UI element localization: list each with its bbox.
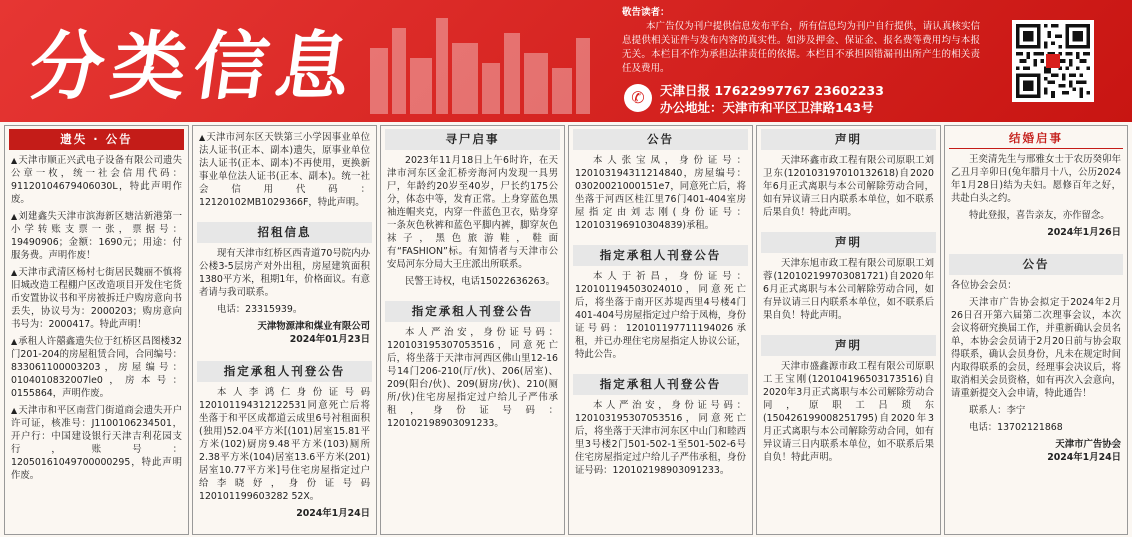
association-notice-body: 天津市广告协会拟定于2024年2月26日召开第六届第二次理事会议，本次会议将研究换届工作，并重新确认会员名单，本协会会员请于2月20日前与协会取得联系，确认会员身份，凡未在规定时间内取得联系的会员，经理事会决议后，将取消相关会员资格，如有再次入会意向，请重新提交入会申请，特此通告！ [951, 297, 1121, 399]
notice-to-readers [622, 6, 980, 76]
school-certificate-notice: ▲ 天津市河东区天铁第三小学因事业单位法人证书(正本、副本)遗失，原事业单位法人证书(正本、副本)不再使用，更换新事业单位法人证书(正本、副本)。统一社会信用代码：12120102MB1029366F，特此声明。 [199, 131, 370, 209]
header-body-search: 寻尸启事 [385, 129, 560, 150]
association-date: 2024年1月24日 [1047, 452, 1121, 463]
marriage-note: 特此登报，喜告亲友，亦作留念。 [969, 210, 1110, 221]
header-designated-lessee: 指定承租人刊登公告 [573, 245, 748, 266]
phone-icon: ✆ [624, 84, 652, 112]
lost-notice-item: ▲ 刘建鑫失天津市滨海新区塘沽新港第一小学转账支票一张，票据号：19490906；金额：1690元；用途：付服务费。声明作废！ [11, 210, 182, 262]
association-contact-person: 联系人：李宁 [969, 405, 1026, 416]
marriage-date: 2024年1月26日 [1047, 227, 1121, 238]
statement-body: 天津市盛鑫源市政工程有限公司原职工王宝刚(120104196503173516)自2020年3月正式离职与本公司解除劳动合同，原职工吕琐东(150426199008251795)自2020年3月正式离职与本公司解除劳动合同，如有异议请三日内联系本单位，如不联系后果自负！特此声明。 [763, 361, 934, 463]
designated-lessee-body: 本人严治安，身份证号码：120103195307053516，同意死亡后，将坐落于天津市河东区中山门和睦西里3号楼2门501-502-1至501-502-6号住宅房屋指定过户给儿子严伟承租，身份证号码：120102198903091233。 [575, 400, 746, 476]
header-statement: 声明 [761, 335, 936, 356]
header-banner [0, 0, 1132, 122]
column-two [192, 125, 377, 535]
header-designated-lessee: 指定承租人刊登公告 [197, 361, 372, 382]
section-title: 分类信息 [24, 24, 365, 110]
column-lost-notices [4, 125, 189, 535]
column-six [944, 125, 1128, 535]
lost-notice-item: ▲ 天津市顺正兴武电子设备有限公司遗失公章一枚，统一社会信用代码：91120104679406030L，特此声明作废。 [11, 154, 182, 206]
qr-code-icon [1012, 20, 1094, 102]
rental-info-signature: 天津物源津和煤业有限公司 [257, 321, 370, 332]
header-statement: 声明 [761, 129, 936, 150]
statement-body: 天津环鑫市政工程有限公司原职工刘卫东(120103197010132618)自2020年6月正式离职与本公司解除劳动合同，如有异议请三日内联系本单位，如不联系后果自负！特此声明。 [763, 155, 934, 218]
header-marriage: 结婚启事 [949, 128, 1123, 149]
contact-phone-line: 天津日报 17622997767 23602233 [660, 83, 884, 98]
lost-notice-item: ▲ 天津市武清区杨村七街居民魏丽不慎将旧城改造工程棚户区改造项目开发住宅货币安置协议书和平房被拆迁户购房意向书丢失，协议号为：2000203；购房意向书号为：2000417。特此声明！ [11, 266, 182, 331]
body-search-text: 2023年11月18日上午6时许，在天津市河东区金汇桥旁海河内发现一具男尸，年龄约20岁至40岁，尸长约175公分，体态中等，发育正常。上身穿蓝色黑袖连帽夹克，内穿一件蓝色卫衣，贴身穿一条灰色秋裤和蓝色平脚内裤，脚穿灰色袜子，黑色旅游鞋，鞋面有“FASHION”标。有知情者与天津市公安局河东分局大王庄派出所联系。 [387, 155, 558, 270]
city-skyline-decoration [360, 8, 610, 114]
designated-lessee-body: 本人严治安，身份证号码：120103195307053516，同意死亡后，将坐落于天津市河西区佛山里12-16号14门206-210(厅/伙)、206(居室)、209(阳台/伙)、209(厨房/伙)、210(厕所/伙)住宅房屋指定过户给儿子严伟承租，身份证号码：120102198903091233。 [387, 327, 558, 429]
section-title-area [24, 8, 365, 114]
notice-title: 敬告读者： [622, 7, 670, 18]
designated-lessee-body: 本人于祈昌，身份证号：120101194503024010，同意死亡后，将坐落于南开区苏堤西里4号楼4门401-404号房屋指定过户给于凤梅，身份证号码：120101197711194026承租，并已办理住宅房屋指定人协议公证，特此公告。 [575, 271, 746, 360]
association-contact-phone: 电话：13702121868 [969, 422, 1063, 433]
body-search-contact: 民警王诗权，电话15022636263。 [405, 276, 555, 287]
column-three [380, 125, 565, 535]
rental-info-phone: 电话：23315939。 [217, 304, 303, 315]
header-designated-lessee: 指定承租人刊登公告 [385, 301, 560, 322]
rental-info-date: 2024年01月23日 [289, 334, 370, 345]
lost-notice-item: ▲ 承租人许囍鑫遗失位于红桥区昌图楼32门201-204的房屋租赁合同，合同编号：833061100003203，房屋编号：0104010832007le0，房本号：0155864，声明作废。 [11, 335, 182, 400]
contact-address-line: 办公地址：天津市和平区卫津路143号 [660, 100, 874, 115]
header-announcement: 公告 [573, 129, 748, 150]
header-rental-info: 招租信息 [197, 222, 372, 243]
association-notice-salutation: 各位协会会员： [951, 280, 1017, 291]
designated-lessee-date: 2024年1月24日 [296, 508, 370, 519]
statement-body: 天津东旭市政工程有限公司原职工刘蓉(120102199703081721)自2020年6月正式离职与本公司解除劳动合同，如有异议请三日内联系本单位，如不联系后果自负！特此声明。 [763, 258, 934, 321]
header-statement: 声明 [761, 232, 936, 253]
header-association-notice: 公告 [949, 254, 1123, 275]
announcement-body: 本人张宝凤，身份证号：120103194311214840，房屋编号：03020021000151e7，同意死亡后，将坐落于河西区桂江里76门401-404室房屋指定由刘志刚(身份证号：120103196910304839)承租。 [575, 155, 746, 231]
contact-info [624, 82, 994, 116]
association-signature: 天津市广告协会 [1055, 439, 1121, 450]
marriage-body: 王奕清先生与邢雅女士于农历癸卯年乙丑月辛卯日(兔年腊月十八，公历2024年1月28日)结为夫妇。愿修百年之好，共赴白头之约。 [951, 154, 1121, 204]
rental-info-body: 现有天津市红桥区西青道70号院内办公楼3-5层房产对外出租，房屋建筑面积1380平方米，租期1年，价格面议。有意者请与我司联系。 [199, 248, 370, 298]
header-lost-notice: 遗失 · 公告 [9, 129, 184, 150]
header-designated-lessee: 指定承租人刊登公告 [573, 374, 748, 395]
notice-body: 本广告仅为刊户提供信息发布平台，所有信息均为刊户自行提供，请认真核实信息提供相关证件与发布内容的真实性。如涉及押金、保证金、报名费等费用均与本报无关。本栏目不作为承担法律责任的依据。本栏目不承担因错漏刊出所产生的相关责任及费用。 [622, 21, 980, 74]
lost-notice-item: ▲ 天津市和平区南营门街道商会遗失开户许可证，核准号：J1100106234501，开户行：中国建设银行天津吉利花园支行，账号：12050161049700000295，特此声明作废。 [11, 404, 182, 482]
column-five [756, 125, 941, 535]
designated-lessee-body: 本人李鸿仁身份证号码120101194312122531同意死亡后将坐落于和平区成都道云成里6号衬租面积(独用)52.04平方米[(101)居室15.81平方米(102)厨房9.48平方米(103)厕所2.38平方米(104)居室13.6平方米(201)居室10.77平方米]号住宅房屋指定过户给李晓妤，身份证号码120101199603282 52X。 [199, 387, 370, 502]
column-four [568, 125, 753, 535]
